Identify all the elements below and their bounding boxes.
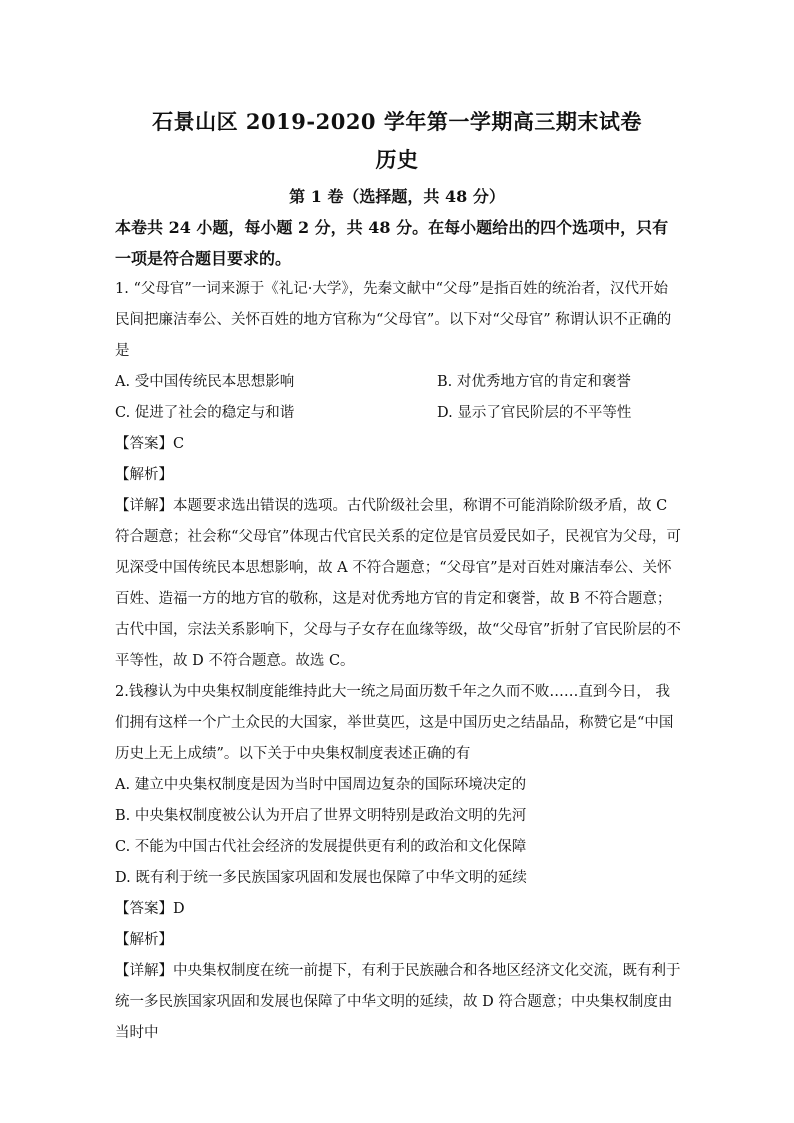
section-heading: 第 1 卷（选择题，共 48 分） (289, 187, 505, 206)
question-1-options-row-2 (115, 398, 681, 429)
question-1-detail: 【详解】本题要求选出错误的选项。古代阶级社会里，称谓不可能消除阶级矛盾，故 C 符合题意；社会称“父母官”体现古代官民关系的定位是官员爱民如子，民视官为父母，可见深受中国传统民本思想影响，故 A 不符合题意；“父母官”是对百姓对廉洁奉公、关怀百姓、造福一方的地方官的敬称，这是对优秀地方官的肯定和褒誉，故 B 不符合题意；古代中国，宗法关系影响下，父母与子女存在血缘等级，故“父母官”折射了官民阶层的不平等性，故 D 不符合题意。故选 C。 (115, 498, 681, 669)
question-1-option-a: A. 受中国传统民本思想影响 (115, 374, 295, 390)
question-2-option-d: D. 既有利于统一多民族国家巩固和发展也保障了中华文明的延续 (115, 870, 527, 886)
question-2-option-a: A. 建立中央集权制度是因为当时中国周边复杂的国际环境决定的 (115, 777, 527, 793)
exam-body (115, 212, 681, 1049)
question-1-option-c: C. 促进了社会的稳定与和谐 (115, 405, 295, 421)
question-2-answer: 【答案】D (115, 901, 185, 917)
question-1-stem: 1. “父母官”一词来源于《礼记·大学》，先秦文献中“父母”是指百姓的统治者，汉代开始民间把廉洁奉公、关怀百姓的地方官称为“父母官”。以下对“父母官” 称谓认识不正确的是 (115, 281, 672, 359)
question-2-analysis-label: 【解析】 (115, 932, 173, 948)
question-2-option-b: B. 中央集权制度被公认为开启了世界文明特别是政治文明的先河 (115, 808, 527, 824)
question-2-option-c: C. 不能为中国古代社会经济的发展提供更有利的政治和文化保障 (115, 839, 527, 855)
subject-title: 历史 (375, 147, 419, 172)
question-2-stem: 2.钱穆认为中央集权制度能维持此大一统之局面历数千年之久而不败……直到今日， 我们拥有这样一个广土众民的大国家，举世莫匹，这是中国历史之结晶品，称赞它是“中国历史上无上成绩”。以下关于中央集权制度表述正确的有 (115, 684, 674, 762)
question-1-analysis-label: 【解析】 (115, 467, 173, 483)
exam-title: 石景山区 2019-2020 学年第一学期高三期末试卷 (152, 109, 642, 134)
question-2-detail: 【详解】中央集权制度在统一前提下，有利于民族融合和各地区经济文化交流，既有利于统一多民族国家巩固和发展也保障了中华文明的延续，故 D 符合题意；中央集权制度由当时中 (115, 963, 681, 1041)
question-1-answer: 【答案】C (115, 436, 185, 452)
instructions: 本卷共 24 小题，每小题 2 分，共 48 分。在每小题给出的四个选项中，只有一项是符合题目要求的。 (115, 218, 669, 268)
question-1-option-d: D. 显示了官民阶层的不平等性 (437, 405, 632, 421)
question-1-options-row-1 (115, 367, 681, 398)
question-1-option-b: B. 对优秀地方官的肯定和褒誉 (437, 374, 631, 390)
